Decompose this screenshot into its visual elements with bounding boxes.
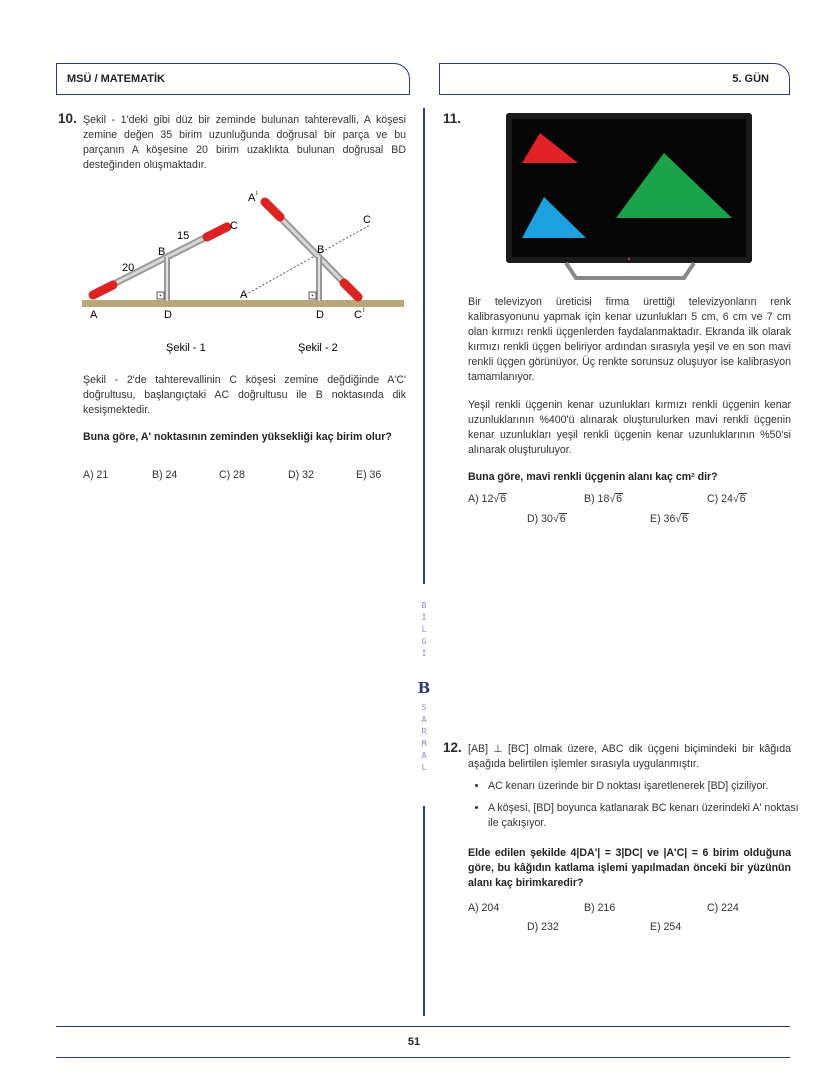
label-c-2: C	[363, 214, 371, 226]
question-11-text-1: Bir televizyon üreticisi firma ürettiği televizyonların renk kalibrasyonunu yapmak için kenar uzunlukları 5 cm, 6 cm ve 7 cm olan kırmızı renkli üçgenlerden faydalanmaktadır. Ekranda ilk olarak kırmızı renkli üçgen beliriyor ardından sırasıyla yeşil ve en son mavi renkli üçgen görünüyor. Üç renkte sorunsuz oluşuyor ise kalibrasyon tamamlanıyor.	[468, 296, 791, 383]
side-brand-bottom: S A R M A L	[421, 703, 427, 772]
caption-sekil-1: Şekil - 1	[166, 342, 206, 354]
q11-option-b[interactable]: B) 18√6	[584, 493, 623, 505]
subject-label: MSÜ / MATEMATİK	[67, 73, 165, 85]
question-12-number: 12.	[443, 740, 462, 755]
label-a: A	[90, 309, 98, 321]
q11-option-d[interactable]: D) 30√6	[527, 513, 566, 525]
question-10-number: 10.	[58, 111, 77, 126]
label-15: 15	[177, 230, 190, 242]
question-11-prompt: Buna göre, mavi renkli üçgenin alanı kaç cm² dir?	[468, 471, 718, 483]
label-d: D	[164, 309, 172, 321]
q10-option-d[interactable]: D) 32	[288, 469, 314, 481]
q10-option-a[interactable]: A) 21	[83, 469, 109, 481]
question-12-steps	[472, 779, 806, 838]
label-b: B	[158, 246, 166, 258]
question-10-text-2: Şekil - 2'de tahterevallinin C köşesi zemine değdiğinde A'C' doğrultusu, başlangıçtaki AC doğrultusu ile B noktasında dik kesişmektedir.	[83, 374, 406, 416]
page-number: 51	[407, 1036, 421, 1048]
question-12-prompt: Elde edilen şekilde 4|DA'| = 3|DC| ve |A'C| = 6 birim olduğuna göre, bu kâğıdın katlama işlemi yapılmadan önceki bir yüzünün alanı kaç birimkaredir?	[468, 847, 791, 889]
q10-option-c[interactable]: C) 28	[219, 469, 245, 481]
ground	[82, 300, 404, 307]
q10-option-b[interactable]: B) 24	[152, 469, 178, 481]
header-subject	[56, 63, 410, 95]
q12-option-d[interactable]: D) 232	[527, 921, 559, 933]
q11-option-c[interactable]: C) 24√6	[707, 493, 746, 505]
header-day	[439, 63, 790, 95]
step-2: • A köşesi, [BD] boyunca katlanarak BC kenarı üzerindeki A' noktası ile çakışıyor.	[488, 801, 806, 831]
column-divider-top	[423, 108, 425, 584]
footer-line-bottom	[56, 1057, 790, 1058]
tv-stand	[566, 263, 694, 278]
svg-text:I: I	[256, 191, 258, 197]
q11-option-a[interactable]: A) 12√6	[468, 493, 507, 505]
side-brand-top: B İ L G İ	[421, 601, 427, 658]
television-figure	[506, 113, 756, 283]
column-divider-bottom	[423, 806, 425, 1016]
red-cap-c-prime	[344, 283, 358, 297]
question-11-number: 11.	[443, 111, 462, 126]
day-label: 5. GÜN	[732, 73, 769, 85]
q12-option-a[interactable]: A) 204	[468, 902, 500, 914]
question-12-text: [AB] ⊥ [BC] olmak üzere, ABC dik üçgeni biçimindeki bir kâğıda aşağıda belirtilen işlemler sırasıyla uygulanmıştır.	[468, 743, 791, 770]
question-11-text-2: Yeşil renkli üçgenin kenar uzunlukları kırmızı renkli üçgenin kenar uzunluklarının %400'ü alınarak oluşturulurken mavi renkli üçgenin kenar uzunlukları yeşil renkli üçgenin kenar uzunluklarının %50'si alınarak oluşturuluyor.	[468, 399, 791, 456]
label-a-prime: A	[248, 192, 256, 204]
red-cap-a	[93, 285, 113, 295]
label-20: 20	[122, 262, 135, 274]
q11-option-e[interactable]: E) 36√6	[650, 513, 689, 525]
svg-text:I: I	[363, 308, 365, 314]
q12-option-c[interactable]: C) 224	[707, 902, 739, 914]
q12-option-e[interactable]: E) 254	[650, 921, 682, 933]
step-1: • AC kenarı üzerinde bir D noktası işaretlenerek [BD] çiziliyor.	[488, 779, 806, 794]
label-c: C	[230, 220, 238, 232]
label-a-2: A	[240, 289, 248, 301]
label-c-prime: C	[354, 309, 362, 321]
question-10-prompt: Buna göre, A' noktasının zeminden yüksekliği kaç birim olur?	[83, 431, 392, 443]
q12-option-b[interactable]: B) 216	[584, 902, 616, 914]
brand-logo-icon: B	[417, 679, 431, 697]
label-d-2: D	[316, 309, 324, 321]
footer-line-top	[56, 1026, 790, 1027]
red-cap-c	[207, 227, 227, 237]
q10-option-e[interactable]: E) 36	[356, 469, 382, 481]
question-10-text: Şekil - 1'deki gibi düz bir zeminde bulunan tahterevalli, A köşesi zemine değen 35 birim uzunluğunda doğrusal bir parça ve bu parçanın A köşesine 20 birim uzaklıkta bulunan doğrusal BD desteğinden oluşmaktadır.	[83, 114, 406, 171]
seesaw-figure	[80, 185, 410, 355]
red-cap-a-prime	[265, 202, 280, 217]
caption-sekil-2: Şekil - 2	[298, 342, 338, 354]
label-b-2: B	[317, 244, 325, 256]
